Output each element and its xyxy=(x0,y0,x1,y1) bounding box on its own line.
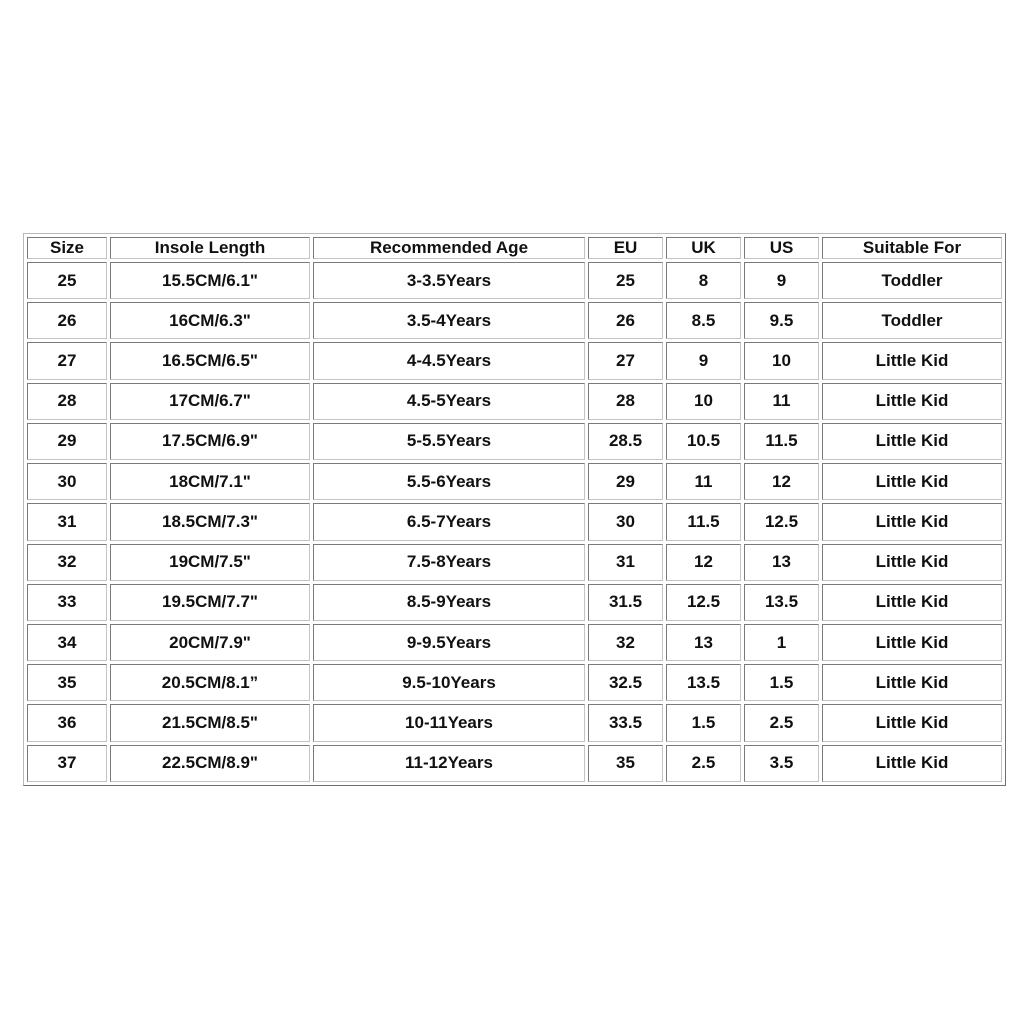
cell-us: 1.5 xyxy=(744,664,819,701)
table-header xyxy=(27,237,1002,259)
cell-recommended-age: 10-11Years xyxy=(313,704,585,741)
cell-size: 33 xyxy=(27,584,107,621)
cell-size: 32 xyxy=(27,544,107,581)
cell-insole-length: 19CM/7.5" xyxy=(110,544,310,581)
cell-uk: 13 xyxy=(666,624,741,661)
cell-size: 31 xyxy=(27,503,107,540)
cell-us: 9 xyxy=(744,262,819,299)
cell-recommended-age: 6.5-7Years xyxy=(313,503,585,540)
cell-us: 11 xyxy=(744,383,819,420)
header-us: US xyxy=(744,237,819,259)
table-row xyxy=(27,624,1002,661)
header-suitable-for: Suitable For xyxy=(822,237,1002,259)
cell-insole-length: 18.5CM/7.3" xyxy=(110,503,310,540)
cell-uk: 9 xyxy=(666,342,741,379)
cell-recommended-age: 4.5-5Years xyxy=(313,383,585,420)
cell-us: 13 xyxy=(744,544,819,581)
cell-insole-length: 21.5CM/8.5" xyxy=(110,704,310,741)
cell-uk: 12 xyxy=(666,544,741,581)
table-row xyxy=(27,423,1002,460)
cell-eu: 31.5 xyxy=(588,584,663,621)
cell-suitable-for: Little Kid xyxy=(822,342,1002,379)
cell-uk: 8.5 xyxy=(666,302,741,339)
table-row xyxy=(27,383,1002,420)
cell-size: 29 xyxy=(27,423,107,460)
cell-insole-length: 18CM/7.1" xyxy=(110,463,310,500)
cell-uk: 12.5 xyxy=(666,584,741,621)
cell-recommended-age: 4-4.5Years xyxy=(313,342,585,379)
cell-suitable-for: Little Kid xyxy=(822,584,1002,621)
cell-size: 36 xyxy=(27,704,107,741)
cell-eu: 28 xyxy=(588,383,663,420)
cell-size: 35 xyxy=(27,664,107,701)
cell-uk: 8 xyxy=(666,262,741,299)
size-chart xyxy=(23,233,1002,786)
cell-uk: 1.5 xyxy=(666,704,741,741)
header-row xyxy=(27,237,1002,259)
cell-uk: 2.5 xyxy=(666,745,741,782)
cell-us: 10 xyxy=(744,342,819,379)
cell-insole-length: 17CM/6.7" xyxy=(110,383,310,420)
cell-recommended-age: 9.5-10Years xyxy=(313,664,585,701)
cell-suitable-for: Toddler xyxy=(822,262,1002,299)
cell-eu: 27 xyxy=(588,342,663,379)
cell-eu: 28.5 xyxy=(588,423,663,460)
cell-eu: 29 xyxy=(588,463,663,500)
cell-eu: 33.5 xyxy=(588,704,663,741)
table-row xyxy=(27,302,1002,339)
header-insole-length: Insole Length xyxy=(110,237,310,259)
table-row xyxy=(27,745,1002,782)
table-row xyxy=(27,544,1002,581)
header-eu: EU xyxy=(588,237,663,259)
cell-suitable-for: Little Kid xyxy=(822,704,1002,741)
cell-suitable-for: Little Kid xyxy=(822,624,1002,661)
table-row xyxy=(27,463,1002,500)
cell-eu: 30 xyxy=(588,503,663,540)
cell-insole-length: 19.5CM/7.7" xyxy=(110,584,310,621)
cell-insole-length: 17.5CM/6.9" xyxy=(110,423,310,460)
table-row xyxy=(27,584,1002,621)
cell-recommended-age: 5.5-6Years xyxy=(313,463,585,500)
cell-us: 3.5 xyxy=(744,745,819,782)
header-size: Size xyxy=(27,237,107,259)
cell-us: 9.5 xyxy=(744,302,819,339)
size-chart-table xyxy=(23,233,1006,786)
cell-recommended-age: 8.5-9Years xyxy=(313,584,585,621)
cell-suitable-for: Little Kid xyxy=(822,745,1002,782)
cell-insole-length: 16.5CM/6.5" xyxy=(110,342,310,379)
cell-recommended-age: 11-12Years xyxy=(313,745,585,782)
cell-eu: 32.5 xyxy=(588,664,663,701)
table-row xyxy=(27,342,1002,379)
cell-size: 34 xyxy=(27,624,107,661)
cell-eu: 31 xyxy=(588,544,663,581)
cell-size: 26 xyxy=(27,302,107,339)
table-row xyxy=(27,503,1002,540)
cell-recommended-age: 7.5-8Years xyxy=(313,544,585,581)
cell-size: 30 xyxy=(27,463,107,500)
cell-recommended-age: 3-3.5Years xyxy=(313,262,585,299)
cell-uk: 10 xyxy=(666,383,741,420)
table-body xyxy=(27,262,1002,782)
cell-insole-length: 15.5CM/6.1" xyxy=(110,262,310,299)
table-row xyxy=(27,704,1002,741)
cell-us: 12.5 xyxy=(744,503,819,540)
cell-insole-length: 22.5CM/8.9" xyxy=(110,745,310,782)
cell-size: 27 xyxy=(27,342,107,379)
cell-suitable-for: Little Kid xyxy=(822,423,1002,460)
cell-uk: 10.5 xyxy=(666,423,741,460)
cell-suitable-for: Little Kid xyxy=(822,463,1002,500)
cell-suitable-for: Little Kid xyxy=(822,503,1002,540)
cell-us: 13.5 xyxy=(744,584,819,621)
cell-size: 28 xyxy=(27,383,107,420)
cell-size: 25 xyxy=(27,262,107,299)
cell-insole-length: 20CM/7.9" xyxy=(110,624,310,661)
cell-recommended-age: 5-5.5Years xyxy=(313,423,585,460)
cell-uk: 11 xyxy=(666,463,741,500)
cell-suitable-for: Little Kid xyxy=(822,383,1002,420)
cell-suitable-for: Little Kid xyxy=(822,544,1002,581)
cell-us: 11.5 xyxy=(744,423,819,460)
cell-uk: 11.5 xyxy=(666,503,741,540)
cell-recommended-age: 9-9.5Years xyxy=(313,624,585,661)
header-recommended-age: Recommended Age xyxy=(313,237,585,259)
table-row xyxy=(27,664,1002,701)
header-uk: UK xyxy=(666,237,741,259)
cell-suitable-for: Little Kid xyxy=(822,664,1002,701)
cell-eu: 32 xyxy=(588,624,663,661)
cell-uk: 13.5 xyxy=(666,664,741,701)
cell-size: 37 xyxy=(27,745,107,782)
cell-eu: 25 xyxy=(588,262,663,299)
cell-us: 1 xyxy=(744,624,819,661)
cell-eu: 35 xyxy=(588,745,663,782)
cell-recommended-age: 3.5-4Years xyxy=(313,302,585,339)
cell-insole-length: 16CM/6.3" xyxy=(110,302,310,339)
cell-us: 2.5 xyxy=(744,704,819,741)
cell-us: 12 xyxy=(744,463,819,500)
table-row xyxy=(27,262,1002,299)
cell-insole-length: 20.5CM/8.1” xyxy=(110,664,310,701)
cell-eu: 26 xyxy=(588,302,663,339)
cell-suitable-for: Toddler xyxy=(822,302,1002,339)
